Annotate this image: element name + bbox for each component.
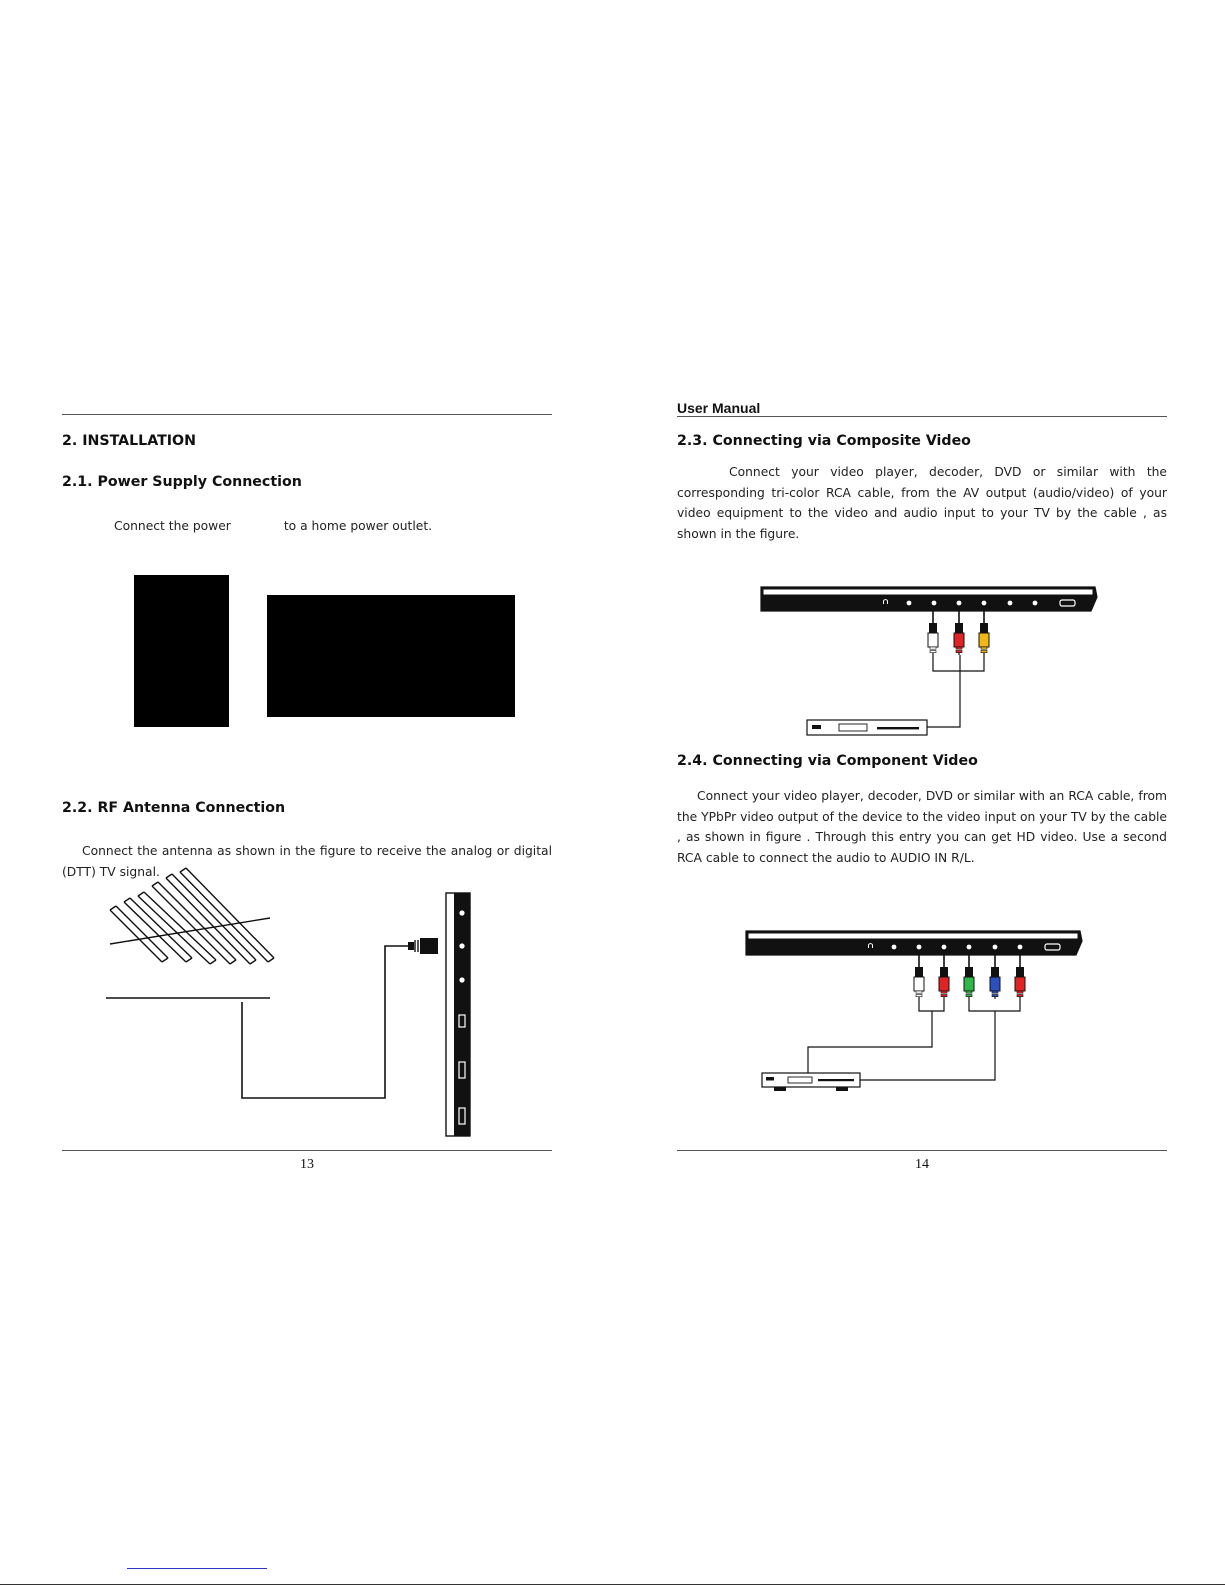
power-text-part2: to a home power outlet. (283, 519, 433, 533)
antenna-cable (242, 946, 408, 1098)
rf-antenna-text: Connect the antenna as shown in the figure to receive the analog or digital (DTT) TV signal. (62, 844, 552, 879)
video-cable-to-player (860, 1011, 995, 1080)
rca-plug (979, 611, 989, 655)
av-cable-bundle (933, 655, 984, 671)
antenna-element-2 (124, 898, 192, 962)
rca-plug (964, 955, 974, 999)
rca-plug (914, 955, 924, 999)
page-number: 13 (300, 1157, 314, 1172)
video-cable-bundle (969, 999, 1020, 1011)
rca-plug (928, 611, 938, 655)
antenna-connection-diagram (102, 890, 462, 1140)
rf-plug (408, 938, 438, 954)
audio-cable-bundle (919, 999, 944, 1011)
rca-plug (1015, 955, 1025, 999)
rca-plugs (928, 611, 989, 655)
manual-header: User Manual (677, 400, 761, 416)
antenna-element-5 (166, 874, 256, 964)
bottom-rule (677, 1150, 1167, 1151)
video-player (807, 720, 927, 735)
rf-antenna-heading: 2.2. RF Antenna Connection (62, 800, 286, 816)
power-supply-text (62, 516, 552, 537)
tv-bottom-panel (761, 587, 1097, 611)
composite-video-text: Connect your video player, decoder, DVD or similar with the corresponding tri-color RCA cable, from the AV output (audio/video) of your video equipment to the video and audio input to your TV by the cable , as shown in the figure. (677, 465, 1167, 541)
antenna-element-6 (180, 868, 274, 962)
composite-video-heading: 2.3. Connecting via Composite Video (677, 433, 971, 449)
audio-cable-to-player (808, 1011, 932, 1077)
right-page (677, 0, 1167, 1585)
section-title: 2. INSTALLATION (62, 433, 196, 449)
av-cable-to-player (927, 655, 960, 727)
rca-plug (954, 611, 964, 655)
antenna-element-4 (152, 882, 236, 964)
component-video-heading: 2.4. Connecting via Component Video (677, 753, 978, 769)
tv-side-panel (446, 893, 470, 1136)
rca-plug (939, 955, 949, 999)
power-plug-image (134, 575, 229, 727)
component-video-diagram (742, 929, 1102, 1099)
component-video-text: Connect your video player, decoder, DVD or similar with an RCA cable, from the YPbPr video output of the device to the video input on your TV by the cable , as shown in figure . Through this entry you can get HD video. Use a second RCA cable to connect the audio to AUDIO IN R/L. (677, 789, 1167, 865)
power-text-part1: Connect the power (114, 519, 231, 533)
rca-plugs (914, 955, 1025, 999)
top-rule (677, 416, 1167, 417)
power-outlet-image (267, 595, 515, 717)
bottom-rule (62, 1150, 552, 1151)
footer-link-line (127, 1568, 267, 1569)
rca-plug (990, 955, 1000, 999)
top-rule (62, 414, 552, 415)
tv-bottom-panel (746, 931, 1082, 955)
composite-video-diagram (757, 585, 1107, 745)
power-supply-heading: 2.1. Power Supply Connection (62, 474, 302, 490)
left-page (62, 0, 552, 1585)
antenna-element-1 (110, 906, 168, 962)
page-number: 14 (915, 1157, 929, 1172)
video-player (762, 1073, 860, 1091)
